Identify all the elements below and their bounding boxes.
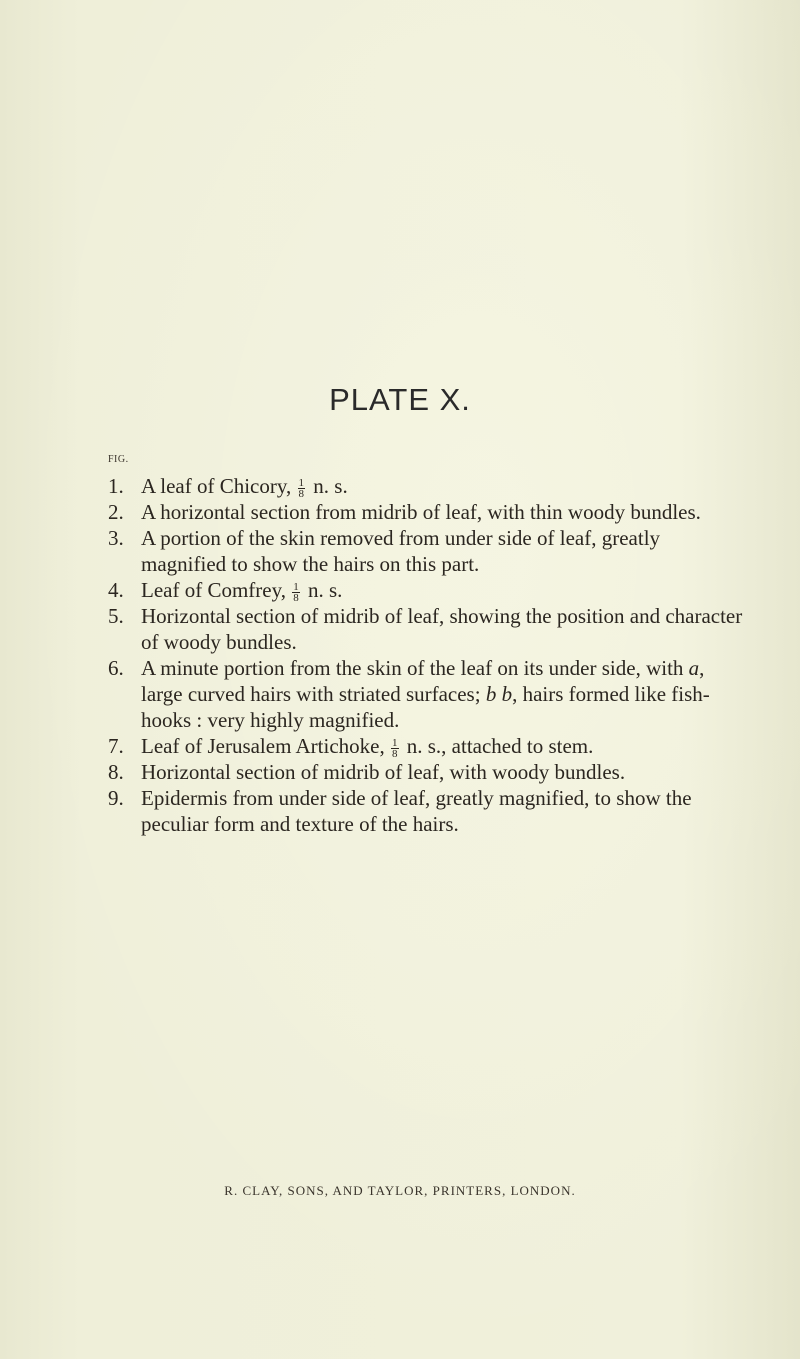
- item-text: Horizontal section of midrib of leaf, showing the position and character of woody bundles.: [141, 604, 743, 654]
- item-number: 6.: [108, 656, 124, 680]
- item-text: n. s.: [308, 474, 348, 498]
- item-text: Horizontal section of midrib of leaf, with woody bundles.: [141, 760, 626, 784]
- list-item: [108, 499, 748, 525]
- list-item: [108, 785, 748, 837]
- fraction-numerator: 1: [293, 580, 299, 593]
- item-italic-label: a: [688, 656, 700, 680]
- item-number: 2.: [108, 500, 124, 524]
- list-item: [108, 473, 748, 499]
- item-number: 8.: [108, 760, 124, 784]
- fraction: [292, 582, 300, 603]
- plate-title: PLATE X.: [329, 382, 471, 417]
- fraction-denominator: 8: [298, 487, 305, 500]
- item-text: , hairs formed like fish-hooks : very highly magnified.: [141, 682, 710, 732]
- list-item: [108, 759, 748, 785]
- item-text: A horizontal section from midrib of leaf, with thin woody bundles.: [141, 500, 701, 524]
- item-text: n. s.: [302, 578, 343, 602]
- figure-list: [108, 473, 748, 837]
- item-number: 9.: [108, 786, 124, 810]
- list-item: [108, 525, 748, 577]
- item-number: 3.: [108, 526, 124, 550]
- fraction: [391, 738, 399, 759]
- item-number: 4.: [108, 578, 124, 602]
- item-number: 1.: [108, 474, 124, 498]
- fraction-denominator: 8: [392, 747, 398, 760]
- list-item: [108, 655, 748, 733]
- fraction-denominator: 8: [293, 591, 299, 604]
- item-text: n. s., attached to stem.: [401, 734, 594, 758]
- fraction-numerator: 1: [298, 476, 305, 489]
- item-text: , large curved hairs with striated surfaces;: [141, 656, 705, 706]
- list-item: [108, 733, 748, 759]
- item-text: A leaf of Chicory,: [141, 474, 297, 498]
- item-number: 5.: [108, 604, 124, 628]
- item-number: 7.: [108, 734, 124, 758]
- item-text: A minute portion from the skin of the leaf on its under side, with: [141, 656, 689, 680]
- item-text: Epidermis from under side of leaf, greatly magnified, to show the peculiar form and texture of the hairs.: [141, 786, 692, 836]
- list-item: [108, 577, 748, 603]
- fig-label: FIG.: [108, 454, 129, 465]
- item-text: Leaf of Comfrey,: [141, 578, 292, 602]
- fraction-numerator: 1: [392, 736, 398, 749]
- item-italic-label: b b: [485, 682, 513, 706]
- item-text: A portion of the skin removed from under side of leaf, greatly magnified to show the hairs on this part.: [141, 526, 661, 576]
- list-item: [108, 603, 748, 655]
- fraction: [298, 478, 306, 499]
- item-text: Leaf of Jerusalem Artichoke,: [141, 734, 390, 758]
- printer-imprint: R. CLAY, SONS, AND TAYLOR, PRINTERS, LONDON.: [224, 1183, 576, 1198]
